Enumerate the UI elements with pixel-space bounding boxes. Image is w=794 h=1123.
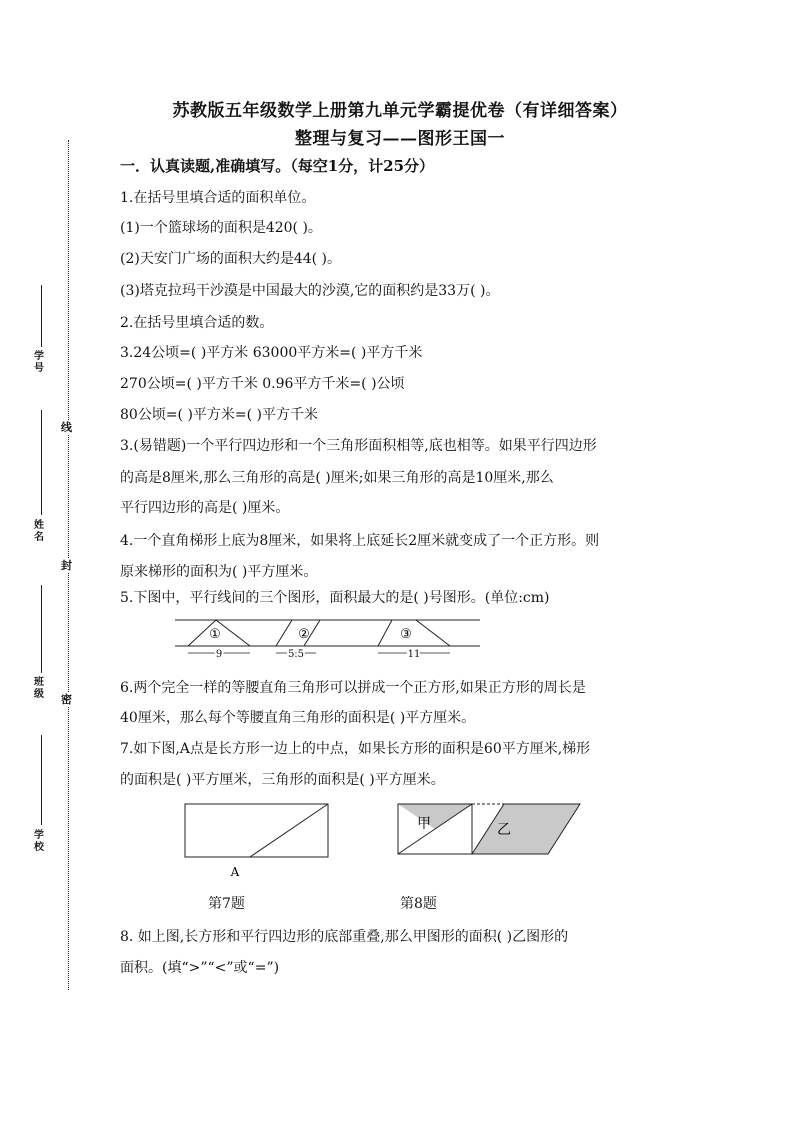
question-line: 80公顷=( )平方米=( )平方千米: [120, 407, 319, 423]
figure-8-caption: 第8题: [400, 896, 437, 912]
question-line: 3.(易错题)一个平行四边形和一个三角形面积相等,底也相等。如果平行四边形: [120, 438, 597, 454]
question-line: 4.一个直角梯形上底为8厘米，如果将上底延长2厘米就变成了一个正方形。则: [120, 533, 600, 549]
section-heading: 一．认真读题,准确填写。（每空1分，计25分）: [120, 157, 435, 175]
school-label: 学校: [34, 830, 44, 853]
question-line: (3)塔克拉玛干沙漠是中国最大的沙漠,它的面积约是33万( )。: [120, 283, 500, 299]
question-line: 5.下图中，平行线间的三个图形，面积最大的是( )号图形。(单位:cm): [120, 590, 550, 606]
question-line: 的高是8厘米,那么三角形的高是( )厘米;如果三角形的高是10厘米,那么: [120, 470, 554, 486]
question-line: 2.在括号里填合适的数。: [120, 315, 274, 331]
shape-1-base-label: 9: [215, 649, 223, 660]
binding-word-mi: 密: [61, 693, 72, 706]
class-label: 班级: [34, 677, 44, 700]
question-line: 的面积是( )平方厘米，三角形的面积是( )平方厘米。: [120, 772, 445, 788]
question-line: 3.24公顷=( )平方米 63000平方米=( )平方千米: [120, 345, 423, 361]
question-line: 6.两个完全一样的等腰直角三角形可以拼成一个正方形,如果正方形的周长是: [120, 680, 586, 696]
figure-7-diagonal: [250, 804, 328, 857]
question-line: 40厘米，那么每个等腰直角三角形的面积是( )平方厘米。: [120, 710, 476, 726]
question-line: 8. 如上图,长方形和平行四边形的底部重叠,那么甲图形的面积( )乙图形的: [120, 929, 569, 945]
name-field[interactable]: [32, 410, 48, 545]
shape-3-trapezoid: [378, 620, 450, 646]
name-label: 姓名: [34, 520, 44, 543]
question-line: 7.如下图,A点是长方形一边上的中点，如果长方形的面积是60平方厘米,梯形: [120, 741, 591, 757]
binding-word-feng: 封: [61, 559, 72, 572]
point-a-label: A: [230, 865, 240, 879]
student-number-label: 学号: [34, 351, 44, 374]
page-subtitle: 整理与复习——图形王国一: [295, 129, 505, 149]
shape-3-base-label: 11: [407, 649, 421, 660]
question-line: (1)一个篮球场的面积是420( )。: [120, 220, 322, 236]
question-line: 面积。(填“>”“<”或“=”): [120, 960, 280, 976]
figure-7-rectangle: [180, 800, 340, 880]
question-line: (2)天安门广场的面积大约是44( )。: [120, 251, 342, 267]
student-number-field[interactable]: [32, 285, 48, 375]
question-line: 270公顷=( )平方千米 0.96平方千米=( )公顷: [120, 376, 405, 392]
figure-7-rectangle-outline: [185, 804, 328, 857]
shape-3-label: ③: [400, 627, 412, 642]
region-yi-label: 乙: [497, 822, 511, 838]
question-line: 原来梯形的面积为( )平方厘米。: [120, 564, 318, 580]
class-field[interactable]: [32, 585, 48, 700]
figure-8-overlap: [392, 800, 587, 860]
question-line: 平行四边形的高是( )厘米。: [120, 500, 290, 516]
region-jia-label: 甲: [417, 816, 431, 832]
shape-2-label: ②: [298, 627, 310, 642]
shape-1-label: ①: [209, 627, 221, 642]
figure-7-caption: 第7题: [208, 896, 245, 912]
question-line: 1.在括号里填合适的面积单位。: [120, 190, 316, 206]
school-field[interactable]: [32, 735, 48, 855]
binding-word-xian: 线: [61, 421, 72, 434]
page-title: 苏教版五年级数学上册第九单元学霸提优卷（有详细答案）: [172, 101, 628, 121]
shape-2-base-label: 5.5: [288, 649, 304, 660]
figure-5-parallel-shapes: [170, 612, 485, 662]
